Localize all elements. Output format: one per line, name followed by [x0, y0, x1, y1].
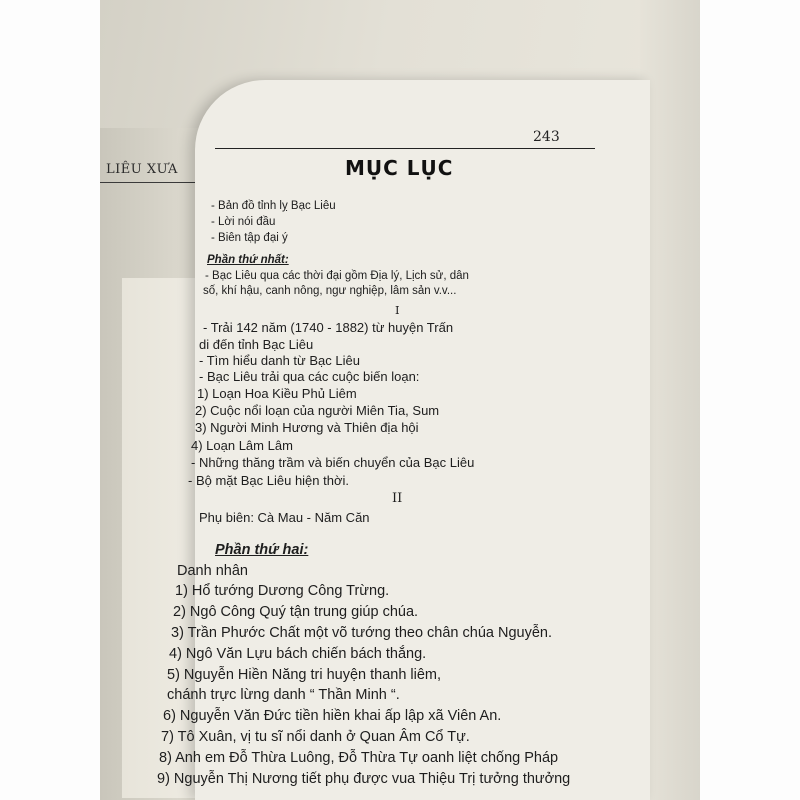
toc-entry: - Trải 142 năm (1740 - 1882) từ huyện Trấn — [203, 320, 454, 335]
toc-entry: di đến tỉnh Bạc Liêu — [199, 337, 314, 352]
front-item: - Bản đồ tỉnh lỵ Bạc Liêu — [211, 200, 336, 212]
person-entry: 8) Anh em Đỗ Thừa Luông, Đỗ Thừa Tự oanh liệt chống Pháp — [159, 750, 559, 766]
front-item: - Lời nói đầu — [211, 216, 276, 228]
header-rule — [215, 148, 595, 149]
person-entry: 5) Nguyễn Hiền Năng tri huyện thanh liêm, — [167, 667, 442, 683]
part1-heading: Phần thứ nhất: — [207, 254, 289, 266]
toc-entry: 4) Loạn Lâm Lâm — [191, 438, 293, 453]
page-number: 243 — [533, 129, 560, 145]
section-numeral-2: II — [392, 491, 403, 506]
part2-heading: Phần thứ hai: — [215, 542, 309, 558]
person-entry: chánh trực lừng danh “ Thần Minh “. — [167, 687, 400, 703]
toc-page — [157, 80, 650, 800]
part1-intro-line: số, khí hậu, canh nông, ngư nghiệp, lâm sản v.v... — [203, 285, 457, 297]
toc-entry: - Tìm hiểu danh từ Bạc Liêu — [199, 353, 360, 368]
front-item: - Biên tập đại ý — [211, 232, 288, 244]
person-entry: 4) Ngô Văn Lựu bách chiến bách thắng. — [169, 646, 427, 662]
person-entry: 6) Nguyễn Văn Đức tiền hiền khai ấp lập xã Viên An. — [163, 708, 502, 724]
page-title: MỤC LỤC — [345, 156, 454, 180]
toc-entry: - Bạc Liêu trải qua các cuộc biến loạn: — [199, 369, 420, 384]
toc-entry: 3) Người Minh Hương và Thiên địa hội — [195, 420, 419, 435]
toc-entry: - Những thăng trầm và biến chuyển của Bạc Liêu — [191, 455, 475, 470]
person-entry: 1) Hổ tướng Dương Công Trừng. — [175, 583, 390, 599]
appendix-entry: Phụ biên: Cà Mau - Năm Căn — [199, 510, 370, 525]
toc-entry: 1) Loạn Hoa Kiều Phủ Liêm — [197, 386, 357, 401]
toc-entry: 2) Cuộc nổi loạn của người Miên Tia, Sum — [195, 403, 440, 418]
person-entry: 7) Tô Xuân, vị tu sĩ nổi danh ở Quan Âm Cổ Tự. — [161, 729, 470, 745]
left-page-header: LIÊU XƯA — [106, 162, 178, 177]
part1-intro-line: - Bạc Liêu qua các thời đại gồm Địa lý, Lịch sử, dân — [205, 270, 469, 282]
section-numeral-1: I — [395, 303, 400, 317]
person-entry: 2) Ngô Công Quý tận trung giúp chúa. — [173, 604, 419, 620]
person-entry: 3) Trần Phước Chất một võ tướng theo chân chúa Nguyễn. — [171, 625, 552, 641]
toc-entry: - Bộ mặt Bạc Liêu hiện thời. — [188, 473, 349, 488]
person-entry: 9) Nguyễn Thị Nương tiết phụ được vua Thiệu Trị tưởng thưởng — [157, 771, 571, 787]
part2-subheading: Danh nhân — [177, 563, 248, 579]
